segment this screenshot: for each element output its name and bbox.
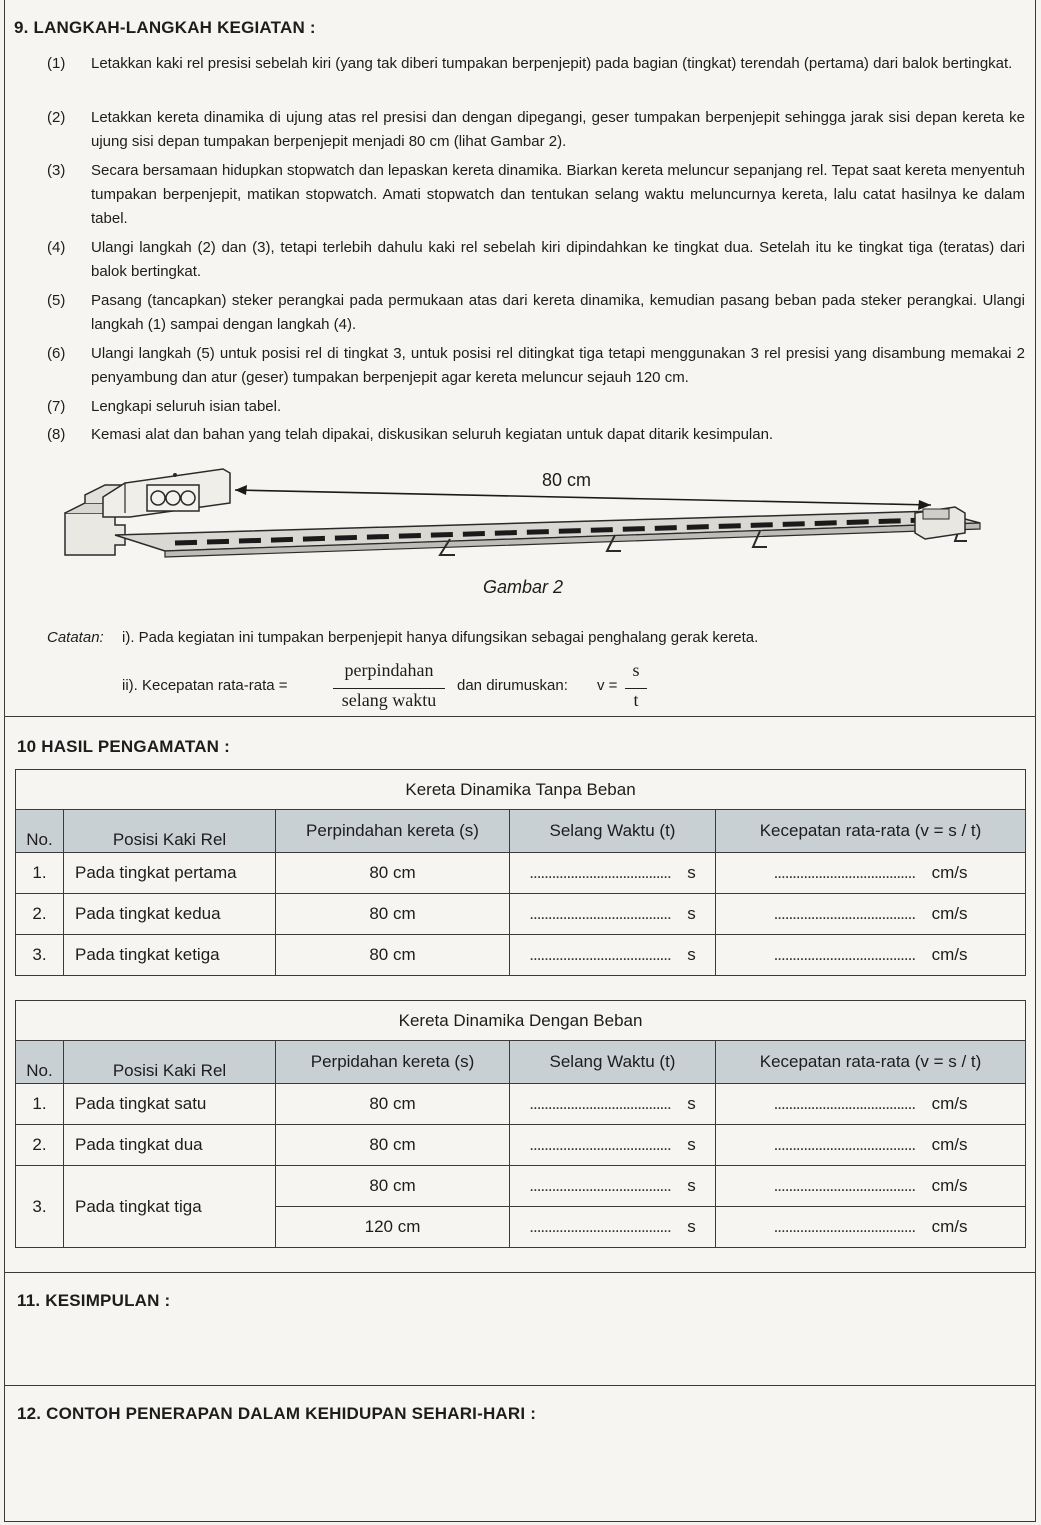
formula-t: t [633, 690, 639, 710]
table-row [16, 1125, 1026, 1166]
displacement-value: 120 cm [276, 1207, 510, 1248]
rail-position: Pada tingkat ketiga [64, 935, 276, 976]
section-12-heading: 12. CONTOH PENERAPAN DALAM KEHIDUPAN SEHARI-HARI : [17, 1404, 537, 1423]
step-3-number: (3) [47, 162, 66, 179]
velocity-field[interactable] [716, 853, 1026, 894]
table-with-load [15, 1000, 1026, 1248]
table-1-header-time: Selang Waktu (t) [510, 810, 716, 853]
velocity-unit: cm/s [931, 863, 968, 882]
table-2-header-position: Posisi Kaki Rel [64, 1041, 276, 1084]
formula-s: s [632, 660, 640, 680]
time-field[interactable] [510, 853, 716, 894]
velocity-field[interactable] [716, 1084, 1026, 1125]
velocity-field[interactable] [716, 1125, 1026, 1166]
step-7-number: (7) [47, 398, 66, 415]
time-unit: s [687, 863, 696, 882]
worksheet-page [4, 0, 1036, 1522]
displacement-value: 80 cm [276, 1166, 510, 1207]
rail-position: Pada tingkat dua [64, 1125, 276, 1166]
note-2-prefix: ii). Kecepatan rata-rata = [122, 677, 288, 694]
step-1-number: (1) [47, 55, 66, 72]
time-field[interactable] [510, 935, 716, 976]
velocity-blank[interactable]: ...................................... [773, 945, 916, 964]
velocity-unit: cm/s [931, 904, 968, 923]
velocity-blank[interactable]: ...................................... [773, 1217, 916, 1236]
notes-label: Catatan: [47, 629, 104, 646]
step-7-text: Lengkapi seluruh isian tabel. [91, 398, 282, 415]
table-2-header-velocity: Kecepatan rata-rata (v = s / t) [716, 1041, 1026, 1084]
row-number: 1. [16, 853, 64, 894]
step-5-number: (5) [47, 292, 66, 309]
velocity-field[interactable] [716, 1166, 1026, 1207]
velocity-blank[interactable]: ...................................... [773, 863, 916, 882]
velocity-blank[interactable]: ...................................... [773, 904, 916, 923]
time-field[interactable] [510, 1125, 716, 1166]
section-11-heading: 11. KESIMPULAN : [17, 1291, 171, 1310]
time-field[interactable] [510, 1166, 716, 1207]
step-8-text: Kemasi alat dan bahan yang telah dipakai, diskusikan seluruh kegiatan untuk dapat ditarik kesimpulan. [91, 426, 774, 443]
row-number: 3. [16, 935, 64, 976]
formula-middle-text: dan dirumuskan: [457, 677, 568, 694]
section-10-heading: 10 HASIL PENGAMATAN : [17, 737, 230, 756]
table-1-header-no: No. [16, 810, 64, 853]
time-blank[interactable]: ...................................... [529, 1217, 671, 1236]
velocity-unit: cm/s [931, 1135, 968, 1154]
table-2-header-time: Selang Waktu (t) [510, 1041, 716, 1084]
step-1-text-content: Letakkan kaki rel presisi sebelah kiri (yang tak diberi tumpakan berpenjepit) pada bagian (tingkat) terendah (pertama) dari balok bertingkat. [91, 55, 1013, 72]
time-blank[interactable]: ...................................... [529, 863, 671, 882]
time-unit: s [687, 945, 696, 964]
formula-fraction-bar [333, 688, 445, 689]
velocity-blank[interactable]: ...................................... [773, 1176, 916, 1195]
distance-label: 80 cm [542, 470, 592, 490]
velocity-field[interactable] [716, 894, 1026, 935]
table-1-header-velocity: Kecepatan rata-rata (v = s / t) [716, 810, 1026, 853]
table-2-header-no: No. [16, 1041, 64, 1084]
table-2-caption: Kereta Dinamika Dengan Beban [16, 1001, 1026, 1041]
time-unit: s [687, 1217, 696, 1236]
time-blank[interactable]: ...................................... [529, 1094, 671, 1113]
step-2-text: Letakkan kereta dinamika di ujung atas rel presisi dan dengan dipegangi, geser tumpakan berpenjepit sehingga jarak sisi depan kereta ke ujung sisi depan tumpakan berpenjepit menjadi 80 cm (lihat Gambar 2). [91, 109, 1025, 150]
time-blank[interactable]: ...................................... [529, 1176, 671, 1195]
table-without-load [15, 769, 1026, 976]
divider [5, 716, 1035, 717]
step-5-text: Pasang (tancapkan) steker perangkai pada permukaan atas dari kereta dinamika, kemudian pasang beban pada steker perangkai. Ulangi langkah (1) sampai dengan langkah (4). [91, 292, 1025, 333]
displacement-value: 80 cm [276, 1084, 510, 1125]
table-row [16, 1166, 1026, 1207]
table-1-caption: Kereta Dinamika Tanpa Beban [16, 770, 1026, 810]
step-3-text: Secara bersamaan hidupkan stopwatch dan lepaskan kereta dinamika. Biarkan kereta meluncur sepanjang rel. Tepat saat kereta menyentuh tumpakan berpenjepit, matikan stopwatch. Amati stopwatch dan tentukan selang waktu meluncurnya kereta, lalu catat hasilnya ke dalam tabel. [91, 162, 1025, 227]
step-6-number: (6) [47, 345, 66, 362]
step-2-number: (2) [47, 109, 66, 126]
rail-position: Pada tingkat tiga [64, 1166, 276, 1248]
displacement-value: 80 cm [276, 894, 510, 935]
formula-denominator: selang waktu [341, 690, 437, 710]
velocity-field[interactable] [716, 1207, 1026, 1248]
table-1-header-displacement: Perpindahan kereta (s) [276, 810, 510, 853]
row-number: 1. [16, 1084, 64, 1125]
step-1-text [91, 52, 1025, 76]
velocity-field[interactable] [716, 935, 1026, 976]
figure-caption: Gambar 2 [483, 577, 564, 597]
step-4-number: (4) [47, 239, 66, 256]
divider [5, 1272, 1035, 1273]
time-blank[interactable]: ...................................... [529, 904, 671, 923]
row-number: 2. [16, 894, 64, 935]
rail-diagram [55, 455, 1005, 575]
time-unit: s [687, 904, 696, 923]
formula-v-fraction-bar [625, 688, 647, 689]
velocity-unit: cm/s [931, 1094, 968, 1113]
time-field[interactable] [510, 1207, 716, 1248]
divider [5, 1385, 1035, 1386]
velocity-blank[interactable]: ...................................... [773, 1094, 916, 1113]
time-unit: s [687, 1176, 696, 1195]
velocity-unit: cm/s [931, 945, 968, 964]
velocity-unit: cm/s [931, 1176, 968, 1195]
velocity-unit: cm/s [931, 1217, 968, 1236]
step-4-text: Ulangi langkah (2) dan (3), tetapi terlebih dahulu kaki rel sebelah kiri dipindahkan ke tingkat dua. Setelah itu ke tingkat tiga (teratas) dari balok bertingkat. [91, 239, 1025, 280]
time-unit: s [687, 1094, 696, 1113]
step-8-number: (8) [47, 426, 66, 443]
displacement-value: 80 cm [276, 1125, 510, 1166]
row-number: 2. [16, 1125, 64, 1166]
rail-position: Pada tingkat kedua [64, 894, 276, 935]
table-1-header-position: Posisi Kaki Rel [64, 810, 276, 853]
application-answer-area[interactable] [17, 1432, 1023, 1512]
step-6-text: Ulangi langkah (5) untuk posisi rel di tingkat 3, untuk posisi rel ditingkat tiga tetapi menggunakan 3 rel presisi yang disambung memakai 2 penyambung dan atur (geser) tumpakan berpenjepit agar kereta meluncur sejauh 120 cm. [91, 345, 1025, 386]
rail-position: Pada tingkat satu [64, 1084, 276, 1125]
row-number: 3. [16, 1166, 64, 1248]
note-1: i). Pada kegiatan ini tumpakan berpenjepit hanya difungsikan sebagai penghalang gerak kereta. [122, 629, 759, 646]
formula-v-equals: v = [597, 677, 618, 694]
conclusion-answer-area[interactable] [17, 1320, 1023, 1380]
time-field[interactable] [510, 1084, 716, 1125]
formula-numerator: perpindahan [344, 660, 434, 680]
time-unit: s [687, 1135, 696, 1154]
table-row [16, 894, 1026, 935]
table-2-header-displacement: Perpidahan kereta (s) [276, 1041, 510, 1084]
section-9-heading: 9. LANGKAH-LANGKAH KEGIATAN : [14, 18, 316, 37]
table-row [16, 1084, 1026, 1125]
time-blank[interactable]: ...................................... [529, 945, 671, 964]
displacement-value: 80 cm [276, 853, 510, 894]
table-row [16, 853, 1026, 894]
velocity-blank[interactable]: ...................................... [773, 1135, 916, 1154]
rail-position: Pada tingkat pertama [64, 853, 276, 894]
displacement-value: 80 cm [276, 935, 510, 976]
time-blank[interactable]: ...................................... [529, 1135, 671, 1154]
table-row [16, 935, 1026, 976]
time-field[interactable] [510, 894, 716, 935]
